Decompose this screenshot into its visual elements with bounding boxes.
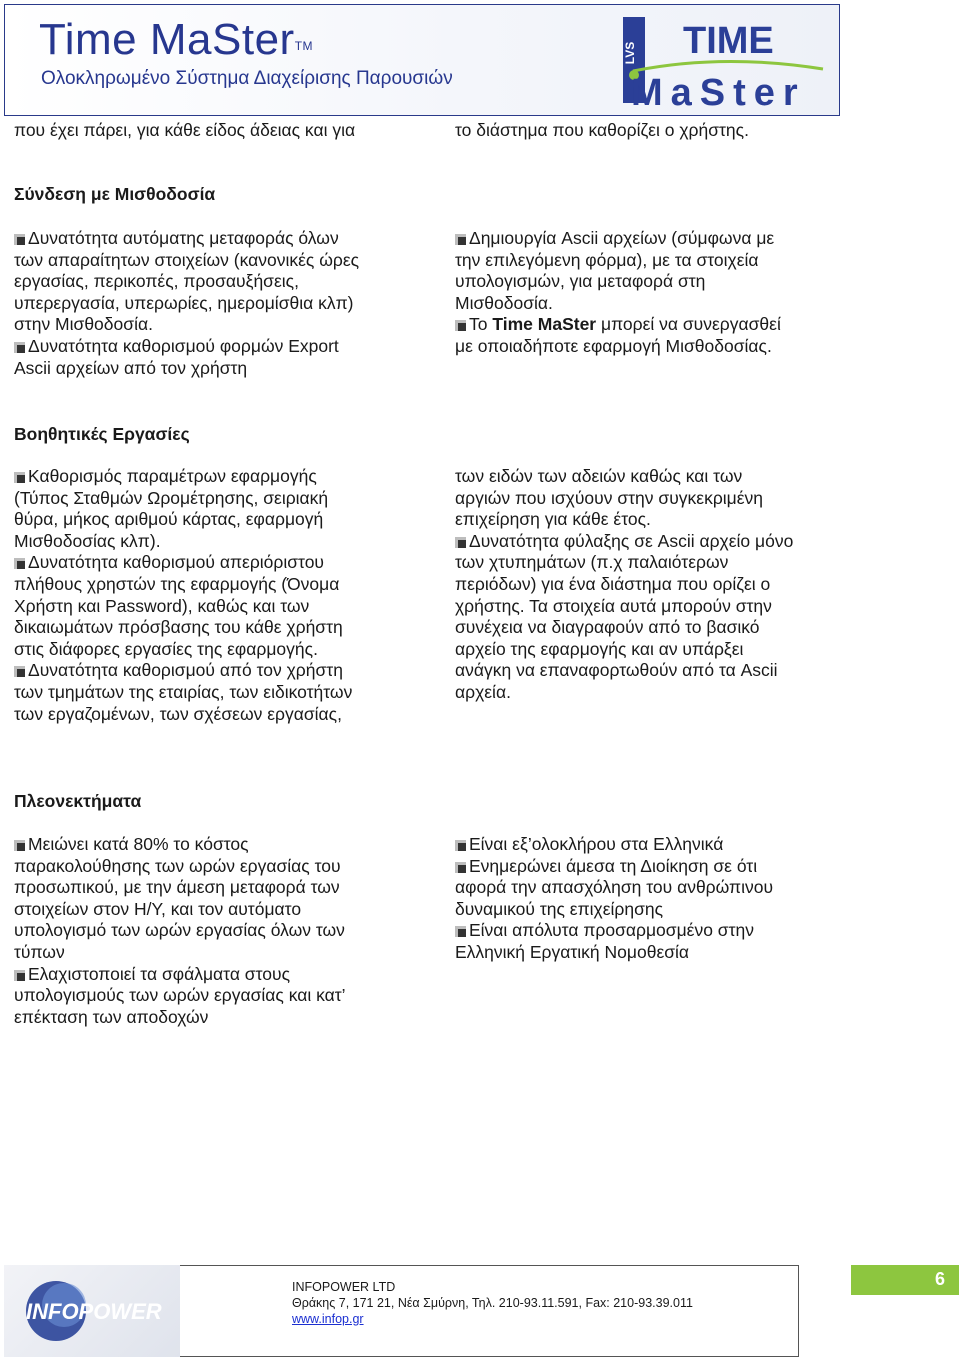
bullet-item: Μειώνει κατά 80% το κόστος — [14, 834, 434, 856]
adv-right-column: Είναι εξ’ολοκλήρου στα Ελληνικά Ενημερώνει άμεσα τη Διοίκηση σε ότι αφορά την απασχόληση του ανθρώπινου δυναμικού της επιχείρησης Είναι απόλυτα προσαρμοσμένο στην Ελληνική Εργατική Νομοθεσία — [455, 834, 895, 964]
bullet-item: Δυνατότητα φύλαξης σε Ascii αρχείο μόνο — [455, 531, 895, 553]
company-address: Θράκης 7, 171 21, Νέα Σμύρνη, Τηλ. 210-93.11.591, Fax: 210-93.39.011 — [292, 1296, 693, 1310]
infopower-logo — [4, 1265, 180, 1357]
bullet-icon — [455, 862, 466, 873]
bullet-icon — [14, 558, 25, 569]
bullet-icon — [455, 234, 466, 245]
bullet-item: Το Time MaSter μπορεί να συνεργασθεί — [455, 314, 895, 336]
product-subtitle: Ολοκληρωμένο Σύστημα Διαχείρισης Παρουσιών — [41, 68, 453, 89]
bullet-item: Ενημερώνει άμεσα τη Διοίκηση σε ότι — [455, 856, 895, 878]
bullet-icon — [455, 537, 466, 548]
footer-contact — [292, 1279, 693, 1327]
bullet-item: Δυνατότητα αυτόματης μεταφοράς όλων — [14, 228, 434, 250]
svg-text:LVS: LVS — [623, 41, 637, 65]
bullet-item: Δυνατότητα καθορισμού από τον χρήστη — [14, 660, 434, 682]
aux-left-column: Καθορισμός παραμέτρων εφαρμογής (Τύπος Σταθμών Ωρομέτρησης, σειριακή θύρα, μήκος αριθμού κάρτας, εφαρμογή Μισθοδοσίας κλπ). Δυνατότητα καθορισμού απεριόριστου πλήθους χρηστών της εφαρμογής (Όνομα Χρήστη και Password), καθώς και των δικαιωμάτων πρόσβασης του κάθε χρήστη στις διάφορες εργασίες της εφαρμογής. Δυνατότητα καθορισμού από τον χρήστη των τμημάτων της εταιρίας, των ειδικοτήτων των εργαζομένων, των σχέσεων εργασίας, — [14, 466, 434, 725]
product-title: Time MaSter™ — [39, 15, 314, 64]
payroll-left-column: Δυνατότητα αυτόματης μεταφοράς όλων των απαραίτητων στοιχείων (κανονικές ώρες εργασίας, περικοπές, προσαυξήσεις, υπερεργασία, υπερωρίες, ημερομίσθια κλπ) στην Μισθοδοσία. Δυνατότητα καθορισμού φορμών Export Ascii αρχείων από τον χρήστη — [14, 228, 434, 379]
bullet-item: Καθορισμός παραμέτρων εφαρμογής — [14, 466, 434, 488]
bullet-item: Είναι απόλυτα προσαρμοσμένο στην — [455, 920, 895, 942]
bullet-item: Δημιουργία Ascii αρχείων (σύμφωνα με — [455, 228, 895, 250]
bullet-icon — [14, 666, 25, 677]
bullet-item: Δυνατότητα καθορισμού φορμών Export — [14, 336, 434, 358]
section-title-payroll: Σύνδεση με Μισθοδοσία — [14, 184, 216, 204]
payroll-right-column: Δημιουργία Ascii αρχείων (σύμφωνα με την επιλεγόμενη φόρμα), με τα στοιχεία υπολογισμών, για μεταφορά στη Μισθοδοσία. Το Time MaSter μπορεί να συνεργασθεί με οποιαδήποτε εφαρμογή Μισθοδοσίας. — [455, 228, 895, 358]
bullet-icon — [14, 472, 25, 483]
page-number-underline — [851, 1293, 959, 1295]
bullet-icon — [14, 342, 25, 353]
bullet-item: Είναι εξ’ολοκλήρου στα Ελληνικά — [455, 834, 895, 856]
header-banner — [4, 4, 840, 116]
bullet-item: Δυνατότητα καθορισμού απεριόριστου — [14, 552, 434, 574]
intro-left: που έχει πάρει, για κάθε είδος άδειας και για — [14, 120, 356, 140]
section-title-aux: Βοηθητικές Εργασίες — [14, 424, 190, 444]
bullet-icon — [14, 840, 25, 851]
company-name: INFOPOWER LTD — [292, 1280, 396, 1294]
website-link[interactable]: www.infop.gr — [292, 1312, 364, 1326]
bullet-item: Ελαχιστοποιεί τα σφάλματα στους — [14, 964, 434, 986]
time-master-logo — [623, 13, 833, 111]
svg-text:INFOPOWER: INFOPOWER — [26, 1299, 162, 1324]
bullet-icon — [455, 840, 466, 851]
svg-text:MaSter: MaSter — [631, 72, 806, 111]
adv-left-column: Μειώνει κατά 80% το κόστος παρακολούθησης των ωρών εργασίας του προσωπικού, με την άμεση μεταφορά των στοιχείων στον Η/Υ, και τον αυτόματο υπολογισμό των ωρών εργασίας όλων των τύπων Ελαχιστοποιεί τα σφάλματα στους υπολογισμούς των ωρών εργασίας και κατ’ επέκταση των αποδοχών — [14, 834, 434, 1028]
page-number: 6 — [851, 1265, 959, 1293]
bullet-icon — [455, 926, 466, 937]
bullet-icon — [14, 970, 25, 981]
aux-right-column: των ειδών των αδειών καθώς και των αργιών που ισχύουν στην συγκεκριμένη επιχείρηση για κάθε έτος. Δυνατότητα φύλαξης σε Ascii αρχείο μόνο των χτυπημάτων (π.χ παλαιότερων περιόδων) για ένα διάστημα που ορίζει ο χρήστης. Τα στοιχεία αυτά μπορούν στην συνέχεια να διαγραφούν από το βασικό αρχείο της εφαρμογής και αν υπάρξει ανάγκη να επαναφορτωθούν από τα Ascii αρχεία. — [455, 466, 895, 704]
bullet-icon — [455, 320, 466, 331]
bullet-icon — [14, 234, 25, 245]
intro-right: το διάστημα που καθορίζει ο χρήστης. — [455, 120, 749, 140]
svg-text:TIME: TIME — [683, 20, 774, 62]
section-title-advantages: Πλεονεκτήματα — [14, 791, 142, 811]
